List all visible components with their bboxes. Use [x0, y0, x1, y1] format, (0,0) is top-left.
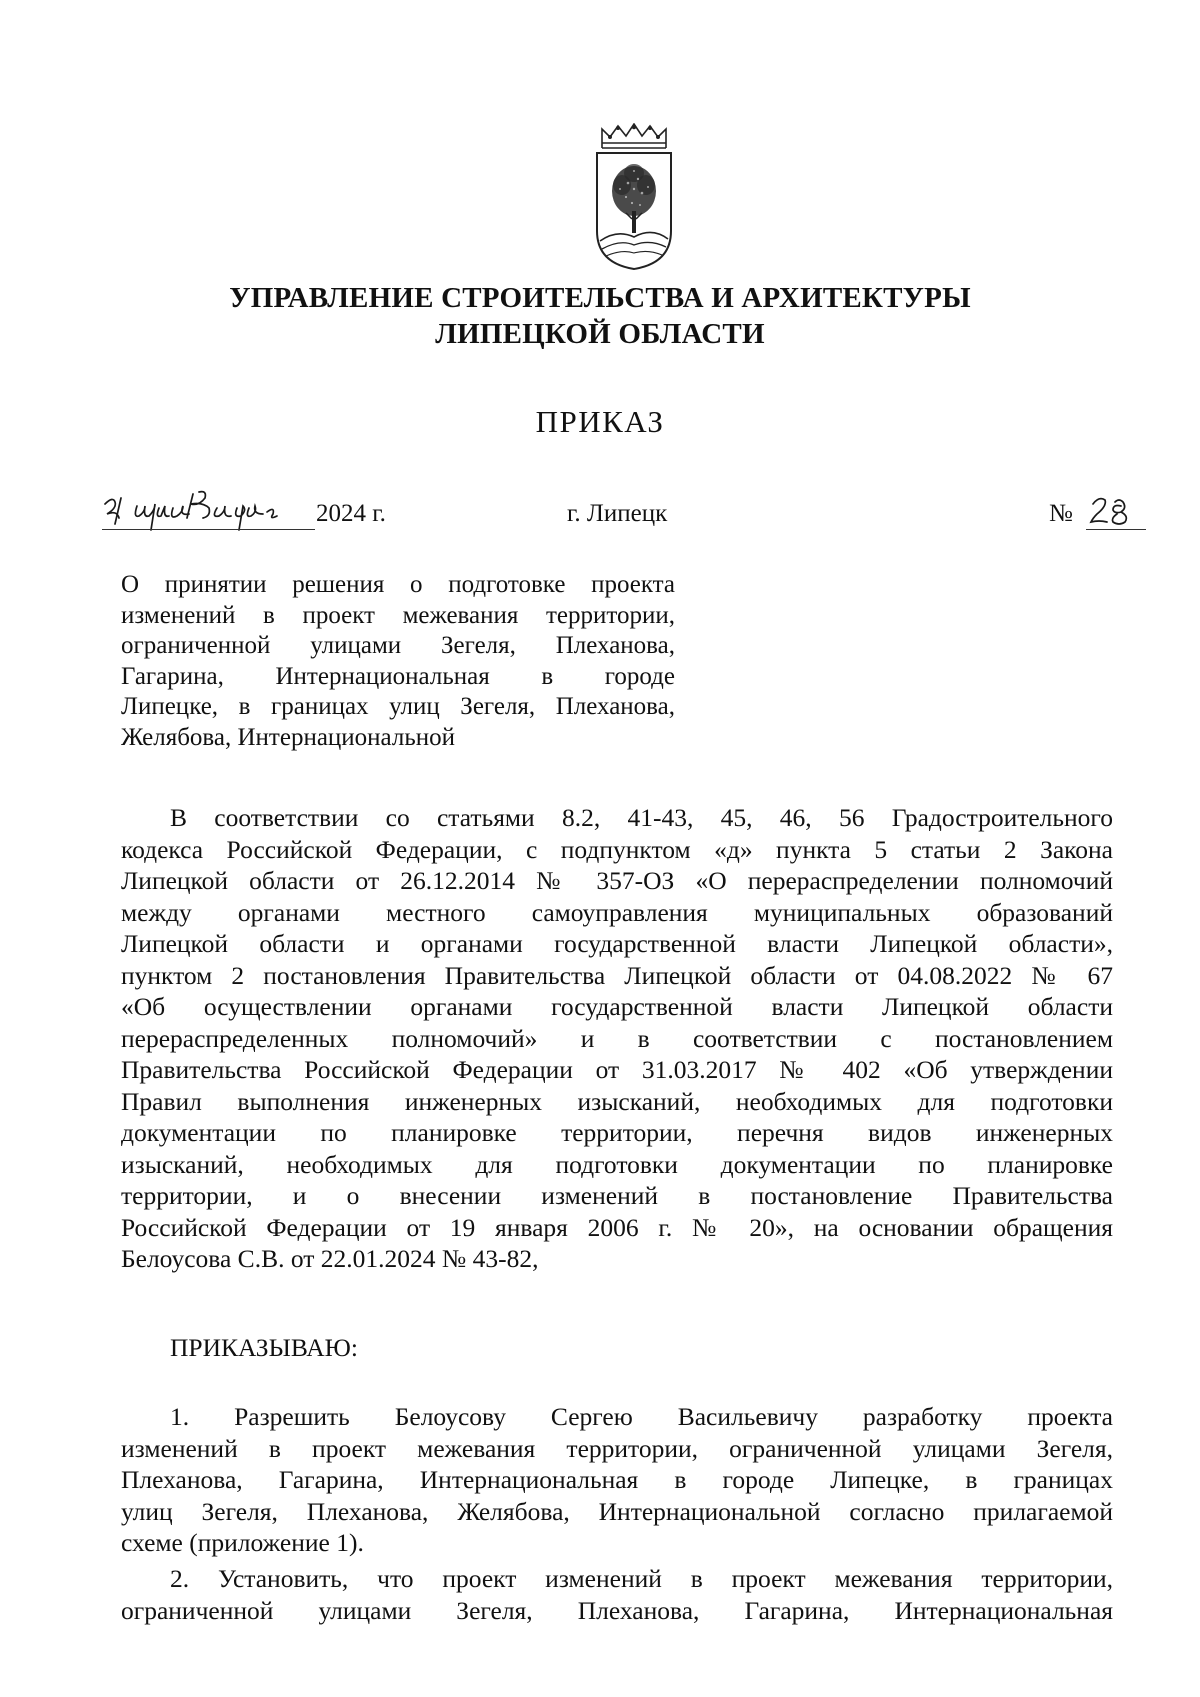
body-line: В соответствии со статьями 8.2, 41-43, 45, 46, 56 Градостроительного	[170, 803, 1113, 832]
body-line: Липецкой области и органами государственной власти Липецкой области»,	[121, 929, 1113, 958]
body-line: схеме (приложение 1).	[121, 1528, 364, 1557]
body-line: перераспределенных полномочий» и в соответствии с постановлением	[121, 1023, 1113, 1053]
body-line: кодекса Российской Федерации, с подпунктом «д» пункта 5 статьи 2 Закона	[121, 834, 1113, 864]
preamble-paragraph	[121, 802, 1113, 1275]
date-underline	[102, 529, 315, 530]
document-subject	[121, 570, 675, 753]
body-line: Белоусова С.В. от 22.01.2024 № 43-82,	[121, 1244, 539, 1273]
number-label: №	[1049, 500, 1073, 527]
handwritten-number	[1083, 490, 1145, 530]
body-line: Плеханова, Гагарина, Интернациональная в городе Липецке, в границах	[121, 1465, 1113, 1494]
document-meta-row	[0, 496, 1200, 540]
body-line: между органами местного самоуправления муниципальных образований	[121, 897, 1113, 927]
lipetsk-coat-of-arms-icon	[592, 123, 676, 271]
subject-line: изменений в проект межевания территории,	[121, 601, 675, 629]
subject-line: О принятии решения о подготовке проекта	[121, 571, 675, 598]
body-line: пунктом 2 постановления Правительства Липецкой области от 04.08.2022 № 67	[121, 960, 1113, 990]
subject-line: Желябова, Интернациональной	[121, 723, 456, 751]
number-underline	[1086, 529, 1146, 530]
body-line: улиц Зегеля, Плеханова, Желябова, Интернациональной согласно прилагаемой	[121, 1496, 1113, 1526]
organization-name-line-2: ЛИПЕЦКОЙ ОБЛАСТИ	[435, 318, 765, 350]
subject-line: ограниченной улицами Зегеля, Плеханова,	[121, 632, 675, 659]
document-city: г. Липецк	[567, 500, 668, 527]
document-year: 2024 г.	[316, 500, 386, 527]
document-type-title: ПРИКАЗ	[535, 404, 665, 439]
order-item-1	[121, 1401, 1113, 1559]
body-line: Липецкой области от 26.12.2014 № 357-ОЗ «О перераспределении полномочий	[121, 866, 1113, 895]
body-line: Правительства Российской Федерации от 31.03.2017 № 402 «Об утверждении	[121, 1055, 1113, 1084]
body-line: ограниченной улицами Зегеля, Плеханова, Гагарина, Интернациональная	[121, 1595, 1113, 1625]
handwritten-date	[99, 486, 315, 532]
body-line: Правил выполнения инженерных изысканий, необходимых для подготовки	[121, 1086, 1113, 1116]
subject-line: Гагарина, Интернациональная в городе	[121, 662, 675, 690]
order-directive-word: ПРИКАЗЫВАЮ:	[170, 1333, 358, 1362]
body-line: территории, и о внесении изменений в постановление Правительства	[121, 1181, 1113, 1210]
body-line: Российской Федерации от 19 января 2006 г. № 20», на основании обращения	[121, 1212, 1113, 1242]
body-line: 1. Разрешить Белоусову Сергею Васильевичу разработку проекта	[170, 1402, 1113, 1431]
subject-line: Липецке, в границах улиц Зегеля, Плеханова,	[121, 693, 675, 720]
body-line: «Об осуществлении органами государственной власти Липецкой области	[121, 992, 1113, 1021]
order-item-2	[121, 1563, 1113, 1626]
body-line: изменений в проект межевания территории, ограниченной улицами Зегеля,	[121, 1433, 1113, 1463]
body-line: документации по планировке территории, перечня видов инженерных	[121, 1118, 1113, 1147]
body-line: 2. Установить, что проект изменений в проект межевания территории,	[170, 1564, 1113, 1593]
organization-name-line-1: УПРАВЛЕНИЕ СТРОИТЕЛЬСТВА И АРХИТЕКТУРЫ	[229, 282, 971, 314]
body-line: изысканий, необходимых для подготовки документации по планировке	[121, 1149, 1113, 1179]
